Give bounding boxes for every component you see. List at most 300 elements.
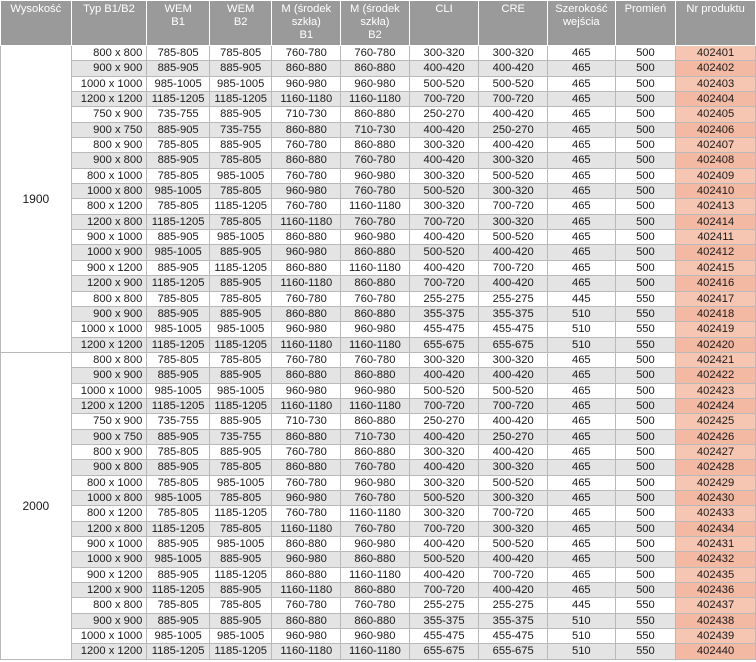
cell-entry-width: 465: [548, 76, 616, 91]
cell-cli: 255-275: [409, 291, 479, 306]
cell-cli: 400-420: [409, 429, 479, 444]
cell-wem-b2: 985-1005: [209, 537, 272, 552]
cell-entry-width: 465: [548, 490, 616, 505]
table-row: [1, 153, 756, 168]
cell-cre: 500-520: [479, 537, 548, 552]
cell-radius: 500: [615, 368, 676, 383]
cell-entry-width: 465: [548, 414, 616, 429]
table-row: [1, 199, 756, 214]
cell-cli: 300-320: [409, 475, 479, 490]
cell-wem-b2: 785-805: [209, 153, 272, 168]
cell-m-b1: 1160-1180: [272, 214, 341, 229]
cell-type: 1000 x 1000: [71, 629, 147, 644]
cell-cli: 400-420: [409, 61, 479, 76]
table-row: [1, 230, 756, 245]
cell-entry-width: 465: [548, 583, 616, 598]
cell-m-b1: 1160-1180: [272, 583, 341, 598]
cell-cli: 500-520: [409, 184, 479, 199]
cell-m-b2: 760-780: [341, 184, 410, 199]
cell-type: 800 x 1200: [71, 506, 147, 521]
cell-m-b2: 760-780: [341, 46, 410, 61]
table-row: [1, 383, 756, 398]
cell-product-number: 402425: [676, 414, 756, 429]
cell-cli: 500-520: [409, 383, 479, 398]
cell-m-b1: 760-780: [272, 46, 341, 61]
cell-wem-b2: 885-905: [209, 583, 272, 598]
header-height: Wysokość: [1, 1, 72, 46]
cell-m-b1: 860-880: [272, 122, 341, 137]
cell-m-b1: 960-980: [272, 383, 341, 398]
cell-entry-width: 510: [548, 613, 616, 628]
cell-product-number: 402407: [676, 138, 756, 153]
cell-radius: 500: [615, 46, 676, 61]
cell-m-b1: 960-980: [272, 322, 341, 337]
table-row: [1, 322, 756, 337]
cell-product-number: 402421: [676, 352, 756, 367]
cell-wem-b1: 885-905: [147, 153, 210, 168]
cell-cli: 400-420: [409, 153, 479, 168]
cell-cli: 250-270: [409, 414, 479, 429]
header-m-b1: M (środek szkła) B1: [272, 1, 341, 46]
cell-radius: 550: [615, 629, 676, 644]
cell-radius: 500: [615, 214, 676, 229]
table-row: [1, 460, 756, 475]
table-row: [1, 552, 756, 567]
cell-entry-width: 465: [548, 368, 616, 383]
cell-m-b1: 860-880: [272, 537, 341, 552]
cell-m-b2: 760-780: [341, 153, 410, 168]
cell-entry-width: 465: [548, 460, 616, 475]
cell-cli: 255-275: [409, 598, 479, 613]
cell-radius: 500: [615, 260, 676, 275]
cell-radius: 500: [615, 583, 676, 598]
cell-entry-width: 465: [548, 429, 616, 444]
cell-m-b1: 760-780: [272, 444, 341, 459]
cell-wem-b2: 985-1005: [209, 168, 272, 183]
cell-m-b1: 860-880: [272, 260, 341, 275]
cell-m-b1: 710-730: [272, 107, 341, 122]
cell-cre: 355-375: [479, 613, 548, 628]
cell-entry-width: 465: [548, 122, 616, 137]
cell-type: 800 x 1000: [71, 168, 147, 183]
cell-entry-width: 465: [548, 92, 616, 107]
cell-wem-b1: 885-905: [147, 230, 210, 245]
cell-entry-width: 510: [548, 629, 616, 644]
cell-cli: 400-420: [409, 230, 479, 245]
cell-wem-b1: 885-905: [147, 537, 210, 552]
cell-cre: 300-320: [479, 46, 548, 61]
cell-radius: 550: [615, 322, 676, 337]
cell-m-b2: 860-880: [341, 61, 410, 76]
cell-radius: 550: [615, 337, 676, 352]
table-row: [1, 76, 756, 91]
cell-entry-width: 465: [548, 138, 616, 153]
table-row: [1, 46, 756, 61]
cell-radius: 500: [615, 521, 676, 536]
cell-product-number: 402423: [676, 383, 756, 398]
cell-type: 1000 x 1000: [71, 322, 147, 337]
cell-radius: 550: [615, 306, 676, 321]
cell-m-b2: 860-880: [341, 583, 410, 598]
cell-wem-b1: 1185-1205: [147, 521, 210, 536]
cell-radius: 550: [615, 613, 676, 628]
cell-wem-b2: 985-1005: [209, 230, 272, 245]
cell-m-b2: 760-780: [341, 460, 410, 475]
cell-m-b1: 960-980: [272, 629, 341, 644]
cell-wem-b2: 885-905: [209, 306, 272, 321]
cell-cre: 250-270: [479, 122, 548, 137]
cell-product-number: 402404: [676, 92, 756, 107]
cell-m-b2: 760-780: [341, 214, 410, 229]
cell-cre: 700-720: [479, 92, 548, 107]
cell-m-b2: 1160-1180: [341, 92, 410, 107]
cell-m-b2: 960-980: [341, 537, 410, 552]
header-row: [1, 1, 756, 46]
cell-cli: 700-720: [409, 521, 479, 536]
cell-cre: 400-420: [479, 368, 548, 383]
cell-type: 1200 x 1200: [71, 644, 147, 659]
cell-m-b1: 960-980: [272, 184, 341, 199]
cell-cli: 655-675: [409, 644, 479, 659]
cell-wem-b2: 885-905: [209, 444, 272, 459]
table-row: [1, 168, 756, 183]
table-row: [1, 506, 756, 521]
cell-product-number: 402422: [676, 368, 756, 383]
cell-type: 1000 x 1000: [71, 76, 147, 91]
cell-wem-b1: 885-905: [147, 429, 210, 444]
cell-entry-width: 465: [548, 383, 616, 398]
cell-cre: 300-320: [479, 153, 548, 168]
cell-cre: 500-520: [479, 230, 548, 245]
cell-cre: 300-320: [479, 214, 548, 229]
cell-product-number: 402405: [676, 107, 756, 122]
cell-wem-b1: 1185-1205: [147, 644, 210, 659]
cell-wem-b1: 1185-1205: [147, 398, 210, 413]
cell-entry-width: 465: [548, 567, 616, 582]
cell-entry-width: 465: [548, 184, 616, 199]
cell-cre: 700-720: [479, 398, 548, 413]
cell-wem-b2: 785-805: [209, 184, 272, 199]
cell-type: 1000 x 900: [71, 552, 147, 567]
table-row: [1, 444, 756, 459]
cell-m-b2: 960-980: [341, 475, 410, 490]
cell-wem-b1: 885-905: [147, 567, 210, 582]
cell-cli: 400-420: [409, 537, 479, 552]
cell-m-b2: 760-780: [341, 521, 410, 536]
cell-m-b1: 960-980: [272, 552, 341, 567]
header-entry-width: Szerokość wejścia: [548, 1, 616, 46]
cell-m-b2: 1160-1180: [341, 398, 410, 413]
cell-wem-b1: 785-805: [147, 444, 210, 459]
cell-entry-width: 445: [548, 291, 616, 306]
table-row: [1, 260, 756, 275]
cell-cli: 455-475: [409, 629, 479, 644]
cell-wem-b2: 785-805: [209, 490, 272, 505]
cell-m-b1: 1160-1180: [272, 398, 341, 413]
cell-radius: 500: [615, 506, 676, 521]
cell-wem-b2: 885-905: [209, 552, 272, 567]
cell-product-number: 402406: [676, 122, 756, 137]
cell-type: 800 x 1000: [71, 475, 147, 490]
cell-cre: 250-270: [479, 429, 548, 444]
cell-product-number: 402411: [676, 230, 756, 245]
cell-cli: 300-320: [409, 46, 479, 61]
cell-type: 900 x 800: [71, 153, 147, 168]
cell-wem-b2: 785-805: [209, 521, 272, 536]
cell-cli: 500-520: [409, 245, 479, 260]
cell-wem-b2: 985-1005: [209, 76, 272, 91]
cell-radius: 500: [615, 107, 676, 122]
cell-cli: 655-675: [409, 337, 479, 352]
cell-m-b1: 860-880: [272, 429, 341, 444]
cell-wem-b2: 1185-1205: [209, 506, 272, 521]
cell-wem-b2: 885-905: [209, 276, 272, 291]
cell-product-number: 402440: [676, 644, 756, 659]
table-row: [1, 644, 756, 659]
cell-cre: 300-320: [479, 460, 548, 475]
header-wem-b2: WEM B2: [209, 1, 272, 46]
cell-wem-b2: 885-905: [209, 245, 272, 260]
cell-product-number: 402420: [676, 337, 756, 352]
table-row: [1, 245, 756, 260]
cell-m-b2: 760-780: [341, 598, 410, 613]
cell-m-b1: 860-880: [272, 153, 341, 168]
cell-cli: 500-520: [409, 76, 479, 91]
cell-product-number: 402433: [676, 506, 756, 521]
cell-entry-width: 465: [548, 537, 616, 552]
cell-wem-b2: 1185-1205: [209, 199, 272, 214]
cell-cli: 300-320: [409, 444, 479, 459]
cell-wem-b1: 785-805: [147, 291, 210, 306]
cell-radius: 500: [615, 398, 676, 413]
cell-cre: 355-375: [479, 306, 548, 321]
cell-radius: 550: [615, 598, 676, 613]
cell-cre: 700-720: [479, 199, 548, 214]
cell-cli: 355-375: [409, 613, 479, 628]
cell-type: 1200 x 1200: [71, 92, 147, 107]
cell-product-number: 402427: [676, 444, 756, 459]
cell-type: 800 x 1200: [71, 199, 147, 214]
cell-entry-width: 465: [548, 444, 616, 459]
cell-product-number: 402437: [676, 598, 756, 613]
cell-wem-b1: 1185-1205: [147, 214, 210, 229]
cell-entry-width: 465: [548, 552, 616, 567]
cell-cli: 355-375: [409, 306, 479, 321]
table-row: [1, 429, 756, 444]
cell-m-b2: 1160-1180: [341, 644, 410, 659]
cell-entry-width: 510: [548, 644, 616, 659]
cell-cre: 455-475: [479, 629, 548, 644]
cell-type: 900 x 1200: [71, 567, 147, 582]
table-row: [1, 475, 756, 490]
cell-type: 900 x 900: [71, 613, 147, 628]
cell-radius: 500: [615, 138, 676, 153]
table-body: [1, 46, 756, 660]
table-row: [1, 291, 756, 306]
cell-m-b1: 760-780: [272, 475, 341, 490]
cell-wem-b2: 885-905: [209, 613, 272, 628]
cell-cli: 400-420: [409, 260, 479, 275]
cell-wem-b1: 1185-1205: [147, 337, 210, 352]
cell-product-number: 402436: [676, 583, 756, 598]
cell-m-b2: 760-780: [341, 490, 410, 505]
cell-entry-width: 510: [548, 322, 616, 337]
cell-type: 900 x 900: [71, 306, 147, 321]
table-row: [1, 583, 756, 598]
cell-type: 1200 x 900: [71, 583, 147, 598]
cell-wem-b1: 1185-1205: [147, 276, 210, 291]
cell-type: 800 x 800: [71, 598, 147, 613]
table-row: [1, 567, 756, 582]
cell-product-number: 402418: [676, 306, 756, 321]
table-row: [1, 414, 756, 429]
cell-wem-b1: 985-1005: [147, 490, 210, 505]
cell-wem-b2: 1185-1205: [209, 644, 272, 659]
table-row: [1, 92, 756, 107]
cell-type: 900 x 800: [71, 460, 147, 475]
table-row: [1, 352, 756, 367]
cell-type: 900 x 900: [71, 368, 147, 383]
cell-wem-b1: 785-805: [147, 199, 210, 214]
cell-type: 1000 x 1000: [71, 383, 147, 398]
cell-m-b1: 1160-1180: [272, 644, 341, 659]
cell-wem-b2: 1185-1205: [209, 92, 272, 107]
cell-entry-width: 510: [548, 337, 616, 352]
cell-cre: 300-320: [479, 490, 548, 505]
cell-cre: 255-275: [479, 598, 548, 613]
table-row: [1, 629, 756, 644]
cell-cli: 400-420: [409, 122, 479, 137]
cell-m-b2: 860-880: [341, 245, 410, 260]
cell-entry-width: 465: [548, 475, 616, 490]
cell-m-b1: 860-880: [272, 61, 341, 76]
cell-cli: 250-270: [409, 107, 479, 122]
cell-cli: 700-720: [409, 398, 479, 413]
cell-type: 800 x 900: [71, 444, 147, 459]
cell-wem-b1: 785-805: [147, 138, 210, 153]
cell-cre: 300-320: [479, 521, 548, 536]
cell-wem-b2: 735-755: [209, 429, 272, 444]
cell-type: 900 x 750: [71, 429, 147, 444]
cell-radius: 500: [615, 276, 676, 291]
cell-cli: 400-420: [409, 460, 479, 475]
cell-m-b1: 860-880: [272, 306, 341, 321]
cell-type: 800 x 800: [71, 291, 147, 306]
cell-entry-width: 465: [548, 506, 616, 521]
cell-type: 1200 x 1200: [71, 398, 147, 413]
cell-m-b1: 760-780: [272, 199, 341, 214]
cell-radius: 500: [615, 414, 676, 429]
cell-cre: 400-420: [479, 245, 548, 260]
cell-m-b1: 760-780: [272, 506, 341, 521]
cell-radius: 500: [615, 76, 676, 91]
cell-type: 900 x 1200: [71, 260, 147, 275]
cell-m-b2: 960-980: [341, 383, 410, 398]
cell-m-b2: 860-880: [341, 552, 410, 567]
cell-m-b2: 760-780: [341, 352, 410, 367]
cell-product-number: 402435: [676, 567, 756, 582]
cell-cre: 400-420: [479, 107, 548, 122]
cell-cre: 700-720: [479, 260, 548, 275]
cell-radius: 500: [615, 168, 676, 183]
cell-radius: 500: [615, 199, 676, 214]
cell-type: 1000 x 800: [71, 490, 147, 505]
cell-wem-b2: 785-805: [209, 291, 272, 306]
cell-radius: 550: [615, 644, 676, 659]
height-group-cell: 1900: [1, 46, 72, 353]
cell-entry-width: 445: [548, 598, 616, 613]
cell-cli: 700-720: [409, 92, 479, 107]
cell-radius: 500: [615, 153, 676, 168]
cell-wem-b1: 985-1005: [147, 245, 210, 260]
cell-m-b2: 860-880: [341, 107, 410, 122]
header-cre: CRE: [479, 1, 548, 46]
cell-wem-b2: 1185-1205: [209, 337, 272, 352]
cell-wem-b1: 785-805: [147, 475, 210, 490]
cell-type: 800 x 800: [71, 46, 147, 61]
cell-wem-b2: 785-805: [209, 460, 272, 475]
cell-entry-width: 465: [548, 230, 616, 245]
cell-cre: 655-675: [479, 644, 548, 659]
cell-wem-b2: 985-1005: [209, 322, 272, 337]
cell-wem-b1: 885-905: [147, 122, 210, 137]
cell-product-number: 402438: [676, 613, 756, 628]
cell-wem-b1: 1185-1205: [147, 583, 210, 598]
cell-m-b1: 760-780: [272, 598, 341, 613]
cell-cre: 400-420: [479, 444, 548, 459]
cell-radius: 500: [615, 230, 676, 245]
cell-wem-b1: 885-905: [147, 613, 210, 628]
cell-cli: 300-320: [409, 352, 479, 367]
cell-radius: 500: [615, 352, 676, 367]
cell-m-b2: 860-880: [341, 368, 410, 383]
cell-entry-width: 465: [548, 107, 616, 122]
cell-type: 900 x 1000: [71, 537, 147, 552]
cell-type: 1200 x 800: [71, 521, 147, 536]
cell-m-b2: 860-880: [341, 276, 410, 291]
cell-m-b1: 1160-1180: [272, 521, 341, 536]
cell-product-number: 402416: [676, 276, 756, 291]
cell-wem-b1: 885-905: [147, 460, 210, 475]
cell-radius: 500: [615, 184, 676, 199]
cell-cre: 300-320: [479, 352, 548, 367]
cell-wem-b1: 885-905: [147, 368, 210, 383]
cell-wem-b2: 885-905: [209, 61, 272, 76]
cell-entry-width: 465: [548, 398, 616, 413]
cell-product-number: 402415: [676, 260, 756, 275]
cell-product-number: 402432: [676, 552, 756, 567]
cell-wem-b2: 885-905: [209, 107, 272, 122]
cell-wem-b1: 985-1005: [147, 552, 210, 567]
cell-m-b1: 860-880: [272, 368, 341, 383]
cell-m-b2: 860-880: [341, 444, 410, 459]
cell-type: 800 x 900: [71, 138, 147, 153]
cell-cli: 700-720: [409, 214, 479, 229]
cell-entry-width: 465: [548, 352, 616, 367]
cell-product-number: 402419: [676, 322, 756, 337]
cell-cli: 455-475: [409, 322, 479, 337]
cell-type: 1200 x 1200: [71, 337, 147, 352]
cell-product-number: 402434: [676, 521, 756, 536]
cell-product-number: 402414: [676, 214, 756, 229]
cell-product-number: 402403: [676, 76, 756, 91]
cell-wem-b2: 735-755: [209, 122, 272, 137]
cell-product-number: 402402: [676, 61, 756, 76]
cell-cli: 700-720: [409, 583, 479, 598]
cell-product-number: 402428: [676, 460, 756, 475]
cell-wem-b2: 885-905: [209, 368, 272, 383]
cell-m-b1: 860-880: [272, 567, 341, 582]
